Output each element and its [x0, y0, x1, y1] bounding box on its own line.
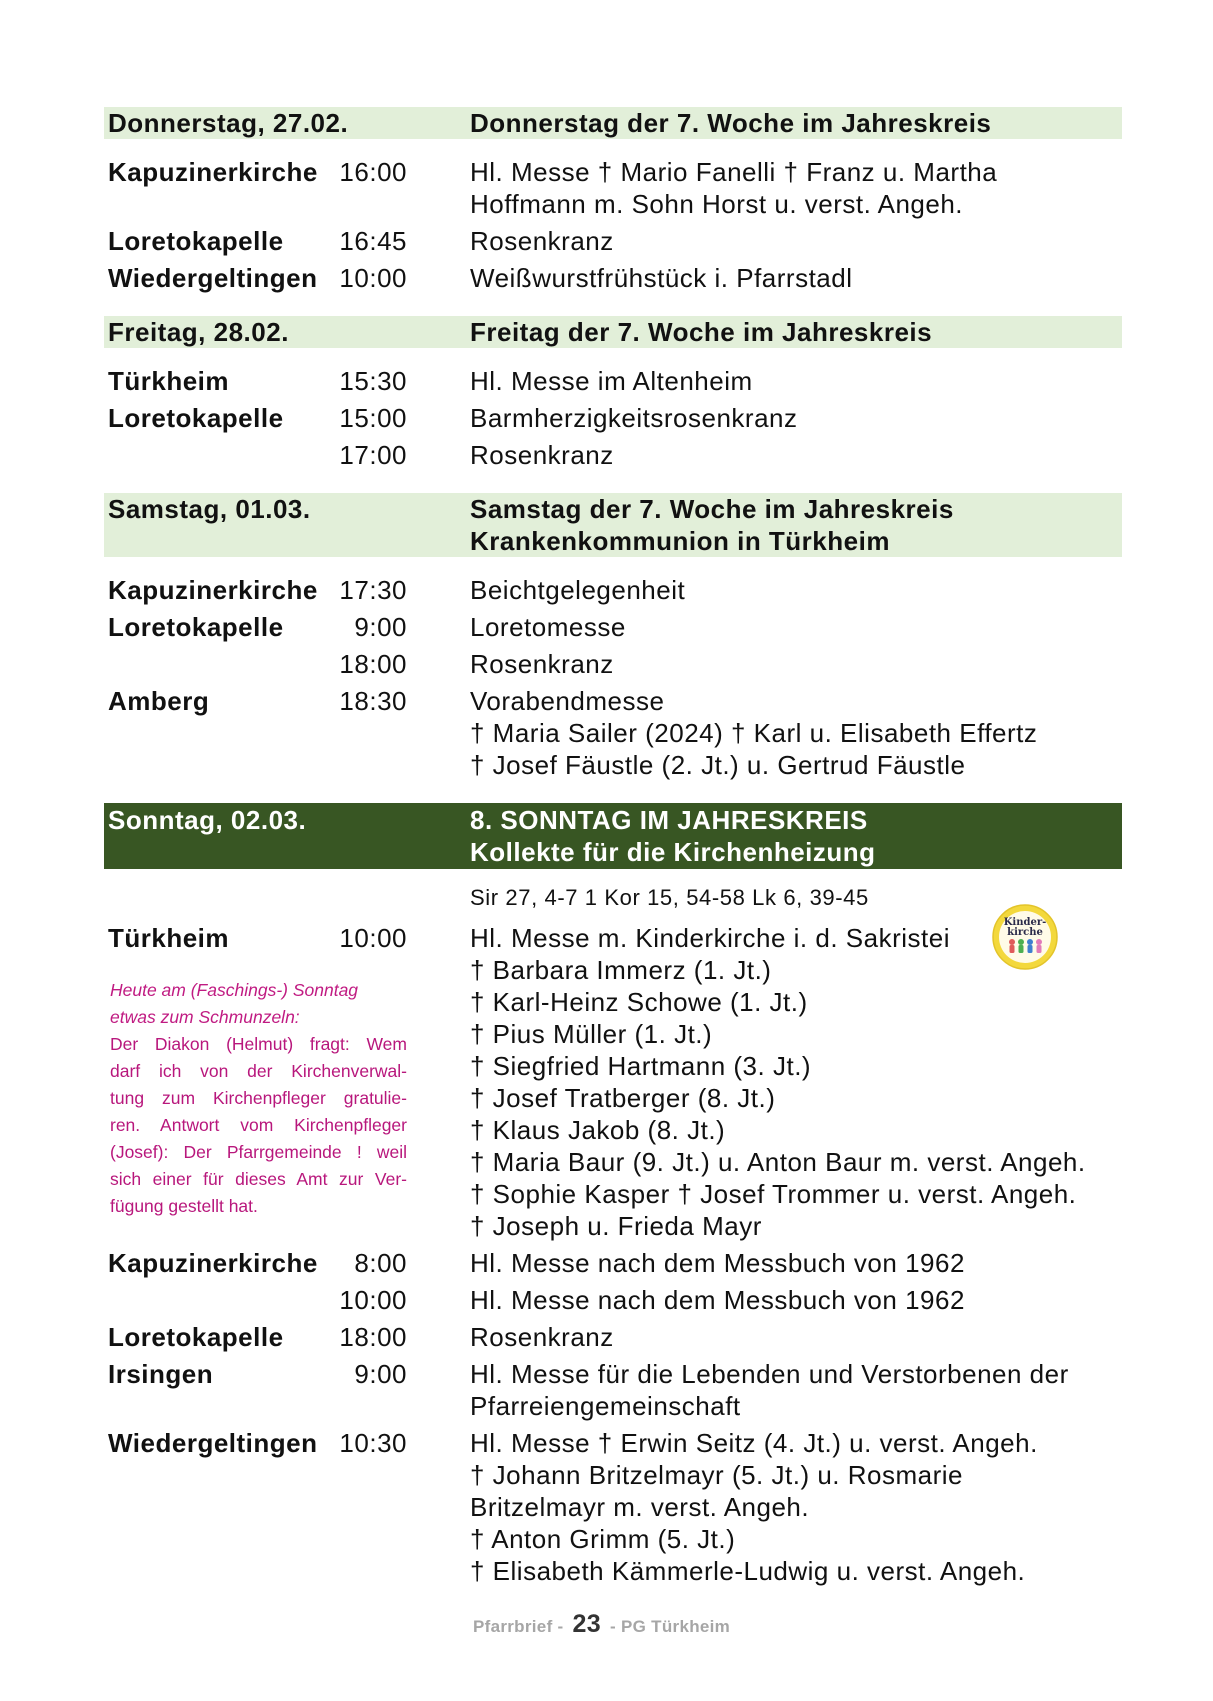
entry-time: 16:45: [339, 226, 407, 256]
day-header: [104, 107, 1122, 139]
entry-time: 15:30: [339, 366, 407, 396]
entry-line: † Siegfried Hartmann (3. Jt.): [470, 1051, 812, 1081]
day-header-sunday: [104, 803, 1122, 869]
entry-place: Wiedergeltingen: [108, 263, 318, 293]
entry-row: [104, 611, 1122, 643]
entry-line: † Maria Sailer (2024) † Karl u. Elisabeth Effertz: [470, 718, 1038, 748]
entry-row: [104, 156, 1122, 220]
entry-row: [104, 1284, 1122, 1316]
entry-line: Hl. Messe im Altenheim: [470, 366, 753, 396]
entry-line: † Karl-Heinz Schowe (1. Jt.): [470, 987, 808, 1017]
entry-description: [407, 1358, 1122, 1422]
entry-line: Hl. Messe m. Kinderkirche i. d. Sakristei: [470, 923, 950, 953]
entry-line: Britzelmayr m. verst. Angeh.: [470, 1492, 810, 1522]
entry-line: † Joseph u. Frieda Mayr: [470, 1211, 762, 1241]
logo-text: kirche: [1007, 927, 1043, 938]
entry-place: [108, 439, 339, 471]
entry-line: † Johann Britzelmayr (5. Jt.) u. Rosmarie: [470, 1460, 963, 1490]
entry-row: [104, 1358, 1122, 1422]
day-header: [104, 493, 1122, 557]
entry-line: Hoffmann m. Sohn Horst u. verst. Angeh.: [470, 189, 964, 219]
entry-time: 18:30: [339, 686, 407, 716]
entry-line: † Maria Baur (9. Jt.) u. Anton Baur m. verst. Angeh.: [470, 1147, 1086, 1177]
entry-place: Loretokapelle: [108, 1322, 284, 1352]
entry-line: Rosenkranz: [470, 649, 614, 679]
day-title-line: Freitag der 7. Woche im Jahreskreis: [470, 317, 933, 347]
entry-description: [407, 225, 1122, 257]
entry-place: Irsingen: [108, 1359, 214, 1389]
note-line: darf ich von der Kirchenverwal-: [110, 1061, 407, 1081]
entry-time: 16:00: [339, 157, 407, 187]
entry-line: † Pius Müller (1. Jt.): [470, 1019, 713, 1049]
entry-line: Hl. Messe nach dem Messbuch von 1962: [470, 1285, 965, 1315]
entry-place: Kapuzinerkirche: [108, 1248, 318, 1278]
day-title: [470, 107, 1122, 139]
day-title-line: Krankenkommunion in Türkheim: [470, 526, 890, 556]
entry-description: [407, 262, 1122, 294]
day-title: [470, 493, 1122, 557]
entry-row: [104, 225, 1122, 257]
entry-place: Türkheim: [108, 366, 230, 396]
entry-line: † Barbara Immerz (1. Jt.): [470, 955, 772, 985]
entry-place: [108, 648, 339, 680]
bible-readings: Sir 27, 4-7 1 Kor 15, 54-58 Lk 6, 39-45: [470, 885, 869, 910]
entry-time: 10:00: [339, 923, 407, 953]
entry-time: 15:00: [339, 403, 407, 433]
day-date: Donnerstag, 27.02.: [108, 108, 349, 138]
kinderkirche-logo: [992, 904, 1058, 970]
note-line: fügung gestellt hat.: [110, 1196, 258, 1216]
service-schedule: [104, 107, 1122, 1592]
note-intro-line: etwas zum Schmunzeln:: [110, 1007, 300, 1027]
entry-row: [104, 648, 1122, 680]
entry-place: Türkheim: [108, 923, 230, 953]
entry-time: 17:30: [339, 575, 407, 605]
entry-description: [407, 1427, 1122, 1587]
entry-line: † Anton Grimm (5. Jt.): [470, 1524, 736, 1554]
entry-line: Hl. Messe für die Lebenden und Verstorbenen der: [470, 1359, 1069, 1389]
entry-row: [104, 1321, 1122, 1353]
entry-line: Weißwurstfrühstück i. Pfarrstadl: [470, 263, 853, 293]
entry-place: Loretokapelle: [108, 612, 284, 642]
day-date: Samstag, 01.03.: [108, 494, 311, 524]
entry-description: [407, 402, 1122, 434]
day-title: [470, 804, 1122, 868]
entry-description: [407, 365, 1122, 397]
entry-place: Wiedergeltingen: [108, 1428, 318, 1458]
logo-text: Kinder-: [1003, 917, 1047, 928]
entry-line: Rosenkranz: [470, 1322, 614, 1352]
day-date: Sonntag, 02.03.: [108, 805, 307, 835]
day-title-line: Kollekte für die Kirchenheizung: [470, 837, 876, 867]
entry-description: [407, 1321, 1122, 1353]
footer-publication: Pfarrbrief -: [473, 1617, 564, 1636]
entry-row: [104, 922, 1122, 1242]
day-header: [104, 316, 1122, 348]
entry-row: [104, 262, 1122, 294]
note-line: sich einer für dieses Amt zur Ver-: [110, 1169, 407, 1189]
entry-row: [104, 685, 1122, 781]
footer-parish: - PG Türkheim: [610, 1617, 731, 1636]
entry-line: Pfarreiengemeinschaft: [470, 1391, 741, 1421]
entry-line: † Elisabeth Kämmerle-Ludwig u. verst. Angeh.: [470, 1556, 1026, 1586]
day-date: Freitag, 28.02.: [108, 317, 289, 347]
entry-place: Kapuzinerkirche: [108, 157, 318, 187]
entry-description: [407, 439, 1122, 471]
entry-place: Amberg: [108, 686, 210, 716]
entry-place: Loretokapelle: [108, 226, 284, 256]
entry-line: † Josef Fäustle (2. Jt.) u. Gertrud Fäustle: [470, 750, 966, 780]
note-line: (Josef): Der Pfarrgemeinde ! weil: [110, 1142, 407, 1162]
page-footer: [473, 1610, 730, 1639]
entry-line: Beichtgelegenheit: [470, 575, 686, 605]
day-title-line: Donnerstag der 7. Woche im Jahreskreis: [470, 108, 992, 138]
entry-description: [407, 648, 1122, 680]
note-line: tung zum Kirchenpfleger gratulie-: [110, 1088, 407, 1108]
entry-line: Barmherzigkeitsrosenkranz: [470, 403, 798, 433]
entry-row: [104, 402, 1122, 434]
entry-description: [407, 1284, 1122, 1316]
entry-description: [407, 685, 1122, 781]
entry-row: [104, 574, 1122, 606]
entry-description: [407, 611, 1122, 643]
note-intro-line: Heute am (Faschings-) Sonntag: [110, 980, 359, 1000]
entry-line: Hl. Messe † Erwin Seitz (4. Jt.) u. verst. Angeh.: [470, 1428, 1038, 1458]
entry-time: 10:00: [339, 263, 407, 293]
entry-line: Vorabendmesse: [470, 686, 665, 716]
entry-time: 18:00: [339, 1322, 407, 1352]
entry-place: Loretokapelle: [108, 403, 284, 433]
note-line: ren. Antwort vom Kirchenpfleger: [110, 1115, 407, 1135]
entry-line: † Sophie Kasper † Josef Trommer u. verst. Angeh.: [470, 1179, 1077, 1209]
entry-line: Rosenkranz: [470, 226, 614, 256]
entry-row: [104, 1247, 1122, 1279]
entry-line: † Josef Tratberger (8. Jt.): [470, 1083, 776, 1113]
note-line: Der Diakon (Helmut) fragt: Wem: [110, 1034, 407, 1054]
entry-row: [104, 439, 1122, 471]
entry-place: Kapuzinerkirche: [108, 575, 318, 605]
entry-line: † Klaus Jakob (8. Jt.): [470, 1115, 726, 1145]
entry-time: 9:00: [354, 1359, 407, 1389]
entry-row: [104, 1427, 1122, 1587]
entry-time: 9:00: [354, 612, 407, 642]
entry-time: 10:30: [339, 1428, 407, 1458]
day-title-line: 8. SONNTAG IM JAHRESKREIS: [470, 805, 868, 835]
entry-line: Hl. Messe nach dem Messbuch von 1962: [470, 1248, 965, 1278]
page-number: 23: [572, 1610, 601, 1638]
entry-description: [407, 1247, 1122, 1279]
entry-description: [407, 574, 1122, 606]
humor-note: [108, 977, 407, 1242]
day-title: [470, 316, 1122, 348]
entry-row: [104, 365, 1122, 397]
entry-description: [407, 922, 1122, 1242]
entry-time: 18:00: [339, 649, 407, 679]
entry-place: [108, 1284, 339, 1316]
entry-line: Rosenkranz: [470, 440, 614, 470]
entry-time: 8:00: [354, 1248, 407, 1278]
entry-description: [407, 156, 1122, 220]
entry-line: Loretomesse: [470, 612, 626, 642]
entry-time: 17:00: [339, 440, 407, 470]
day-title-line: Samstag der 7. Woche im Jahreskreis: [470, 494, 954, 524]
entry-line: Hl. Messe † Mario Fanelli † Franz u. Martha: [470, 157, 998, 187]
entry-time: 10:00: [339, 1285, 407, 1315]
